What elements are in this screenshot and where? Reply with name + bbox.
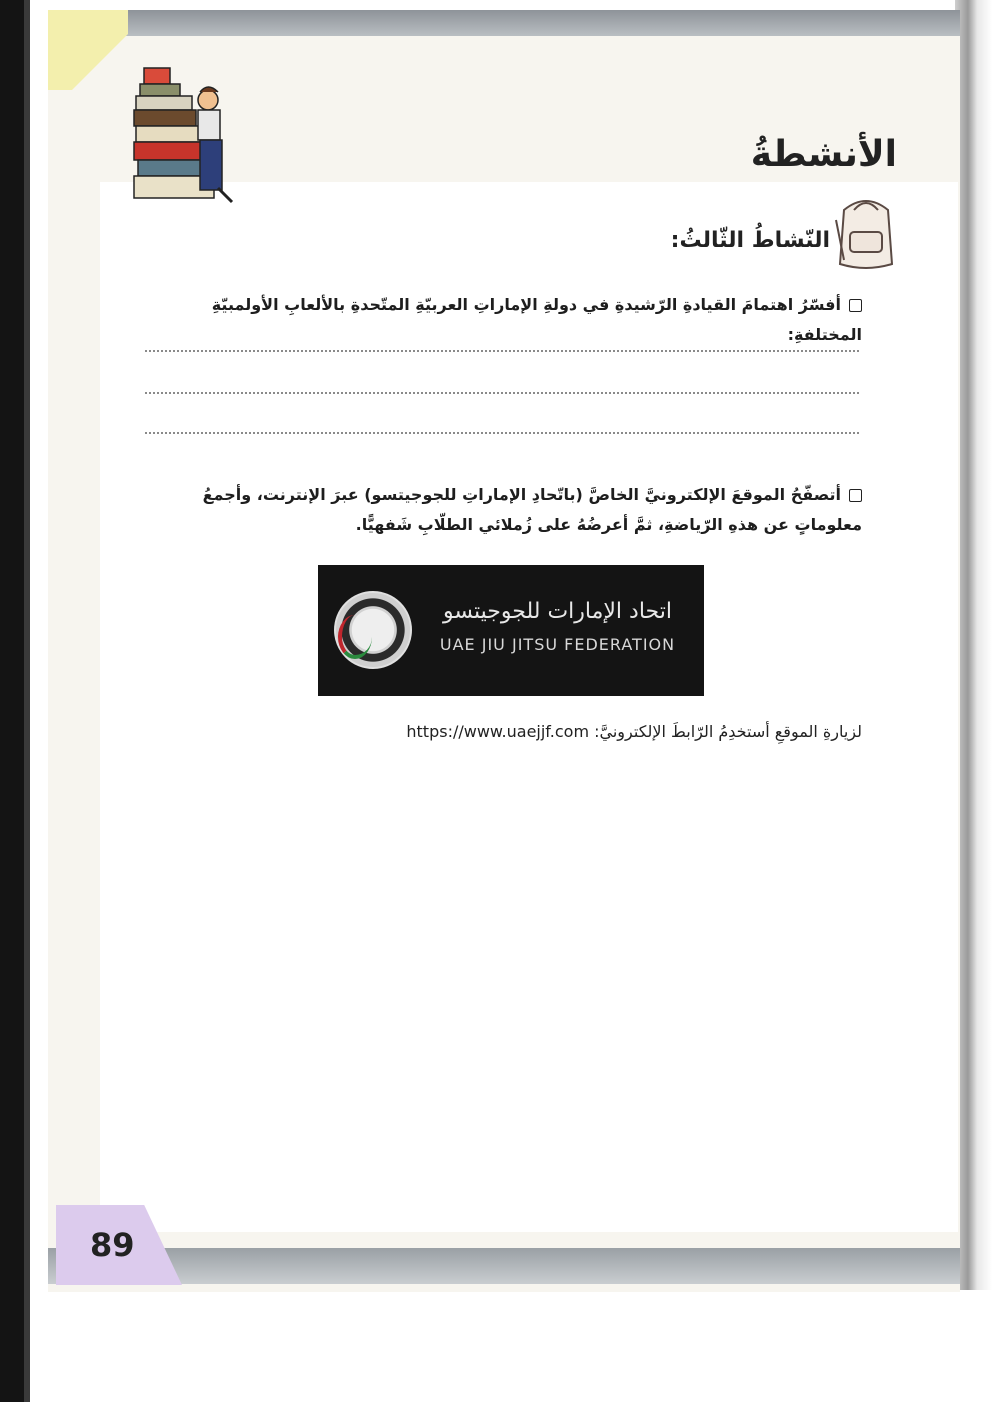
uae-jiu-jitsu-logo xyxy=(318,565,704,696)
visit-instruction xyxy=(406,722,862,741)
website-link[interactable]: https://www.uaejjf.com xyxy=(406,722,590,741)
question-2 xyxy=(132,480,862,540)
visit-prefix: لزيارةِ الموقعِ أستخدِمُ الرّابطَ الإلكترونيَّ: xyxy=(594,722,862,741)
answer-line-3[interactable] xyxy=(145,432,859,434)
page-number: 89 xyxy=(90,1226,135,1264)
logo-english-text: UAE JIU JITSU FEDERATION xyxy=(439,635,676,654)
bottom-band xyxy=(48,1248,960,1284)
question-2-text: أتصفّحُ الموقعَ الإلكترونيَّ الخاصَّ (باتّحادِ الإماراتِ للجوجيتسو) عبرَ الإنترنت، وأجمعُ معلوماتٍ عن هذهِ الرّياضةِ، ثمَّ أعرضُهُ على زُملائي الطلّابِ شَفهيًّا. xyxy=(202,485,862,534)
book-spine xyxy=(955,0,992,1290)
question-1-text: أفسّرُ اهتمامَ القيادةِ الرّشيدةِ في دولةِ الإماراتِ العربيّةِ المتّحدةِ بالألعابِ الأولمبيّةِ المختلفةِ: xyxy=(211,295,862,344)
question-1 xyxy=(142,290,862,350)
stack-of-books-with-child-icon xyxy=(130,60,250,210)
answer-line-2[interactable] xyxy=(145,392,859,394)
answer-line-1[interactable] xyxy=(145,350,859,352)
page-title: الأنشطةُ xyxy=(750,134,897,176)
flag-arc-icon xyxy=(338,615,372,659)
activity-title: النّشاطُ الثّالثُ: xyxy=(670,228,830,253)
scan-edge xyxy=(0,0,24,1402)
checkbox-icon xyxy=(849,299,862,312)
logo-arabic-text: اتحاد الإمارات للجوجيتسو xyxy=(443,599,672,624)
school-backpack-icon xyxy=(830,190,902,272)
scan-edge-shadow xyxy=(24,0,30,1402)
checkbox-icon xyxy=(849,489,862,502)
top-band xyxy=(48,10,960,36)
